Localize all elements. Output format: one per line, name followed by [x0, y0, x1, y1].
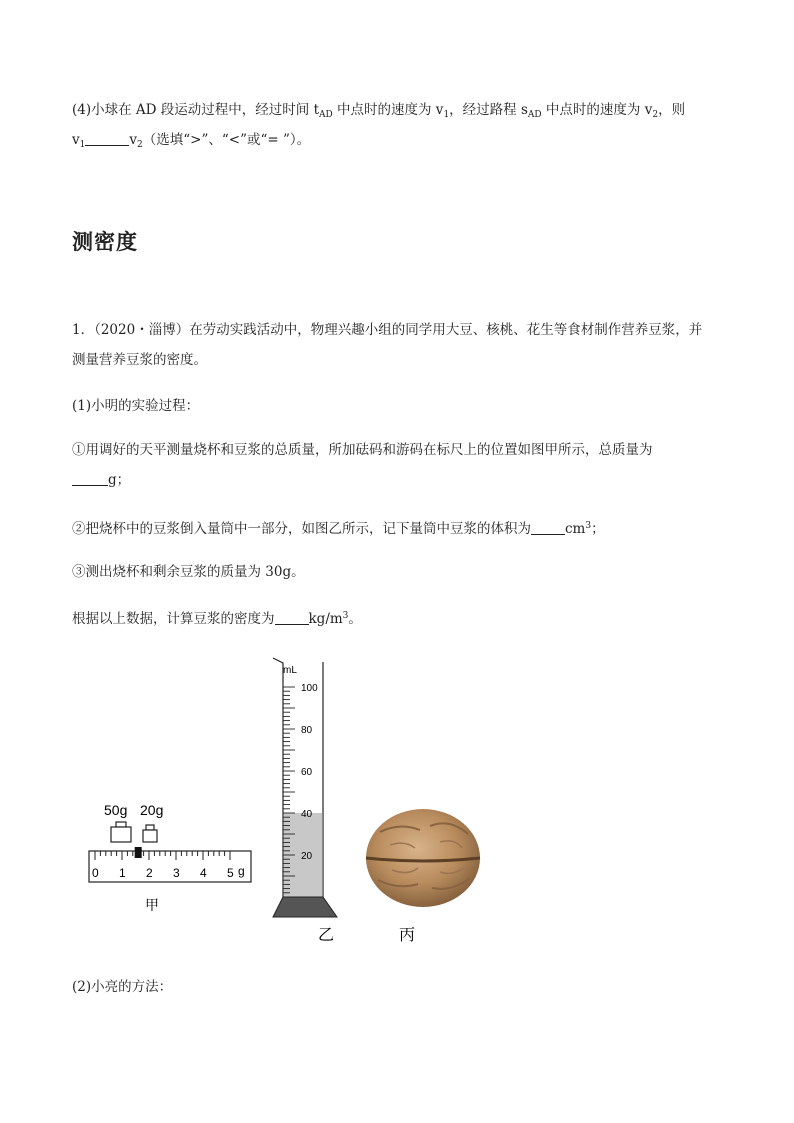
problem-intro-line2: 测量营养豆浆的密度。: [72, 352, 207, 368]
cylinder-unit: mL: [283, 665, 297, 676]
rider-icon: [135, 847, 142, 858]
problem-intro-line1: 1．（2020・淄博）在劳动实践活动中，物理兴趣小组的同学用大豆、核桃、花生等食材制作营养豆浆，并: [72, 322, 703, 338]
section-title: 测密度: [72, 230, 138, 254]
cylinder-figure: [273, 658, 337, 917]
q4-line2: $v_1$ $v_2$（选填“>”、“<”或“= ”）。: [72, 132, 311, 150]
part1-title: (1)小明的实验过程：: [72, 398, 200, 414]
scale-tick-label: 0: [92, 866, 99, 880]
caption-yi: 乙: [318, 927, 335, 944]
cylinder-tick-label: 60: [301, 767, 313, 778]
weight-50g-icon: [111, 822, 131, 842]
scale-tick-label: 1: [119, 866, 126, 880]
weight-20g-icon: [143, 825, 157, 842]
cylinder-tick-label: 80: [301, 725, 313, 736]
caption-jia: 甲: [145, 897, 159, 913]
cylinder-tick-label: 40: [301, 809, 313, 820]
scale-tick-label: 5: [227, 866, 234, 880]
density-question: 根据以上数据，计算豆浆的密度为 $kg/m^3$。: [72, 611, 362, 627]
caption-bing: 丙: [399, 927, 416, 944]
step2: ②把烧杯中的豆浆倒入量筒中一部分，如图乙所示，记下量筒中豆浆的体积为 $cm^3$；: [72, 521, 605, 537]
balance-figure: [89, 802, 251, 882]
scale-tick-label: 3: [173, 866, 180, 880]
scale-tick-label: 4: [200, 866, 207, 880]
weight-50g-label: 50g: [104, 802, 128, 818]
walnut-image: [366, 809, 480, 907]
step3: ③测出烧杯和剩余豆浆的质量为 30g。: [72, 564, 305, 580]
cylinder-tick-label: 20: [301, 851, 313, 862]
q4-line1: (4)小球在 AD 段运动过程中，经过时间 $t_{AD}$ 中点时的速度为 $v_1$，经过路程 $s_{AD}$ 中点时的速度为 $v_2$，则: [72, 102, 686, 120]
weight-20g-label: 20g: [140, 802, 164, 818]
scale-tick-label: 2: [146, 866, 153, 880]
part2-title: (2)小亮的方法：: [72, 979, 173, 995]
step1: ①用调好的天平测量烧杯和豆浆的总质量，所加砝码和游码在标尺上的位置如图甲所示，总质量为: [72, 442, 653, 458]
cylinder-base: [273, 897, 337, 917]
step1-answer-line: g；: [72, 471, 130, 489]
cylinder-tick-label: 100: [301, 683, 318, 694]
scale-unit-label: g: [238, 864, 245, 878]
